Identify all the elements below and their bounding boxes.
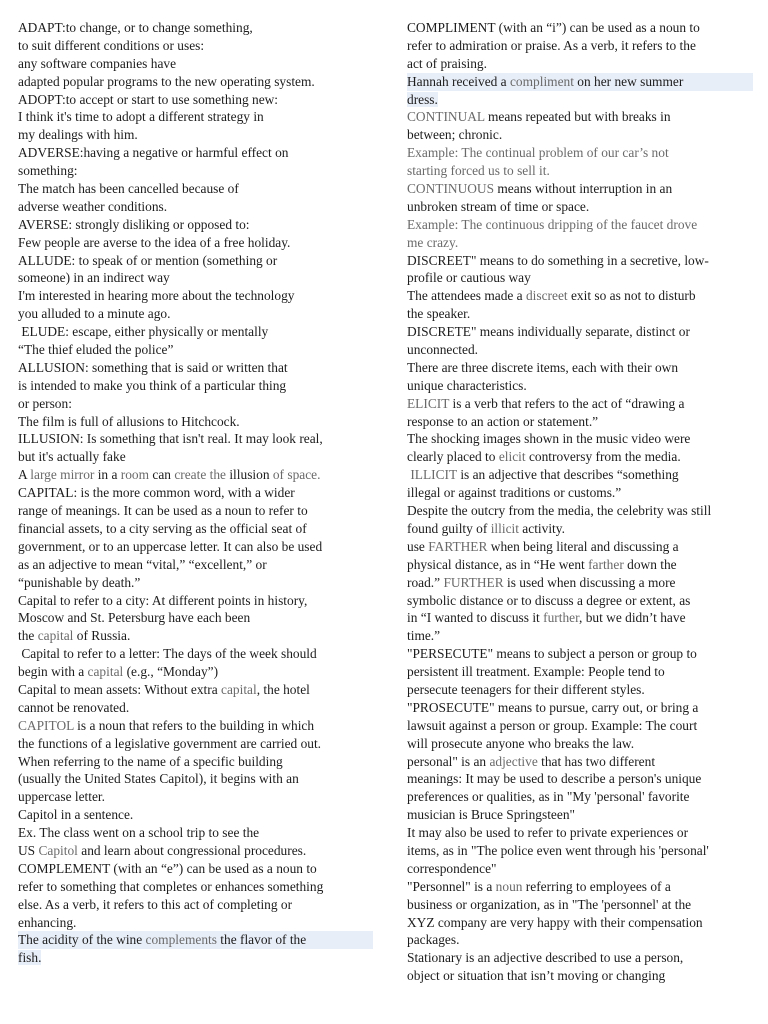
text-line [407,753,753,771]
text-line [407,108,753,126]
text-segment: illegal or against traditions or customs.” [407,485,622,501]
text-line [407,681,753,699]
text-segment: act of praising. [407,55,487,71]
text-line [18,305,373,323]
text-line [18,180,373,198]
text-segment: lawsuit against a person or group. Example: The court [407,717,698,733]
text-segment: adverse weather conditions. [18,198,168,214]
text-line [18,717,373,735]
text-segment: Stationary is an adjective described to use a person, [407,950,684,966]
text-line [407,305,753,323]
text-line [18,609,373,627]
text-segment: “punishable by death.” [18,574,141,590]
text-line [407,323,753,341]
text-segment: business or organization, as in "The 'personnel' at the [407,896,692,912]
text-segment: There are three discrete items, each with their own [407,359,679,375]
text-line [407,359,753,377]
text-line [407,735,753,753]
text-segment: I'm interested in hearing more about the technology [18,288,295,304]
text-segment: means repeated but with breaks in [484,109,671,125]
text-line [18,753,373,771]
text-line [18,663,373,681]
text-segment: in a [94,467,121,483]
text-segment: me crazy. [407,234,459,250]
text-segment: I think it's time to adopt a different strategy in [18,109,264,125]
text-line [18,126,373,144]
text-segment: referring to employees of a [522,878,671,894]
text-segment: road.” [407,574,444,590]
text-line [18,538,373,556]
text-segment: "Personnel" is a [407,878,496,894]
text-line [18,55,373,73]
text-segment: ADOPT:to accept or start to use something new: [18,91,279,107]
text-line [18,216,373,234]
text-segment: illicit [490,520,519,536]
text-segment: Capital to refer to a letter: The days of the week should [18,646,317,662]
text-segment: time.” [407,628,441,644]
text-segment: meanings: It may be used to describe a person's unique [407,771,702,787]
text-line [18,824,373,842]
text-segment: Ex. The class went on a school trip to see the [18,825,260,841]
text-segment: capital [87,664,124,680]
text-segment: is used when discussing a more [503,574,676,590]
text-segment: any software companies have [18,55,177,71]
text-segment: COMPLIMENT (with an “i”) can be used as a noun to [407,20,700,35]
text-segment: ELUDE: escape, either physically or mentally [18,324,269,340]
text-segment: CAPITAL: is the more common word, with a wider [18,485,295,501]
text-segment: , the hotel [256,681,310,697]
text-segment: but it's actually fake [18,449,126,465]
text-line [407,538,753,556]
text-segment: A [18,467,31,483]
text-segment: Capitol in a sentence. [18,807,134,823]
text-segment: further [543,610,580,626]
text-line [407,645,753,663]
text-segment: "PERSECUTE" means to subject a person or group to [407,646,697,662]
text-segment: on her new summer [573,73,684,89]
text-segment: Hannah received a [407,73,510,89]
text-segment: complements [145,932,217,948]
text-line [407,520,753,538]
text-segment: can [149,467,175,483]
text-segment: object or situation that isn’t moving or changing [407,968,666,984]
text-segment: clearly placed to [407,449,499,465]
text-line [407,663,753,681]
text-segment: compliment [509,73,574,89]
text-line [407,627,753,645]
text-line [407,341,753,359]
text-line [407,878,753,896]
text-line [407,699,753,717]
text-line [18,788,373,806]
text-segment: of space. [272,467,321,483]
text-segment: persecute teenagers for their different styles. [407,681,645,697]
text-line [407,395,753,413]
text-segment: something: [18,163,78,179]
text-segment: dress. [407,91,438,107]
text-segment: my dealings with him. [18,127,138,143]
text-segment: when being literal and discussing a [487,538,679,554]
text-line [18,359,373,377]
text-segment: refer to something that completes or enhances something [18,878,324,894]
text-line [18,377,373,395]
text-segment: range of meanings. It can be used as a noun to refer to [18,503,308,519]
text-segment: response to an action or statement.” [407,413,599,429]
text-line [18,108,373,126]
text-line [407,860,753,878]
text-segment: preferences or qualities, as in "My 'personal' favorite [407,789,690,805]
text-segment: FURTHER [443,574,504,590]
text-segment: someone) in an indirect way [18,270,170,286]
text-segment: to suit different conditions or uses: [18,37,205,53]
text-segment: CONTINUOUS [407,181,495,197]
text-segment: starting forced us to sell it. [407,163,550,179]
text-segment: (usually the United States Capitol), it begins with an [18,771,299,787]
text-line [407,269,753,287]
text-segment: , but we didn’t have [579,610,686,626]
text-line [18,162,373,180]
text-line [407,144,753,162]
text-segment: The shocking images shown in the music video were [407,431,691,447]
right-text-column [407,19,753,985]
text-segment: controversy from the media. [525,449,681,465]
text-segment: US [18,842,39,858]
text-segment: persistent ill treatment. Example: People tend to [407,664,665,680]
text-segment: create the [174,467,226,483]
text-segment: illusion [225,467,273,483]
text-line [407,896,753,914]
text-line [18,520,373,538]
text-line [407,37,753,55]
text-segment: ILLICIT [407,467,457,483]
text-segment: DISCRETE" means individually separate, distinct or [407,324,690,340]
text-segment: government, or to an uppercase letter. It can also be used [18,538,323,554]
text-segment: When referring to the name of a specific building [18,753,283,769]
text-line [18,144,373,162]
text-line [407,770,753,788]
text-segment: financial assets, to a city serving as the official seat of [18,520,307,536]
text-segment: will prosecute anyone who breaks the law. [407,735,635,751]
text-segment: Despite the outcry from the media, the celebrity was still [407,503,712,519]
text-line [18,448,373,466]
text-line [407,824,753,842]
left-text-column [18,19,373,967]
text-line [18,592,373,610]
text-line [407,234,753,252]
text-segment: Example: The continual problem of our car’s not [407,145,669,161]
text-segment: room [120,467,150,483]
text-segment: unique characteristics. [407,377,527,393]
text-line [407,430,753,448]
text-line [18,198,373,216]
text-segment: The match has been cancelled because of [18,181,239,197]
text-line [18,466,373,484]
text-segment: else. As a verb, it refers to this act of completing or [18,896,293,912]
text-segment: ILLUSION: Is something that isn't real. It may look real, [18,431,323,447]
text-line [18,645,373,663]
highlighted-example [407,92,438,107]
text-segment: down the [623,556,677,572]
text-segment: packages. [407,932,460,948]
text-segment: adjective [489,753,538,769]
text-line [407,448,753,466]
text-segment: Capital to mean assets: Without extra [18,681,222,697]
text-line [407,162,753,180]
text-segment: activity. [518,520,565,536]
text-segment: “The thief eluded the police” [18,342,174,358]
text-segment: ADAPT:to change, or to change something, [18,20,253,35]
text-segment: means without interruption in an [494,181,673,197]
text-line [18,735,373,753]
text-segment: CONTINUAL [407,109,485,125]
text-line [407,377,753,395]
text-line [18,395,373,413]
text-line [18,287,373,305]
text-segment: you alluded to a minute ago. [18,306,171,322]
text-segment: physical distance, as in “He went [407,556,589,572]
text-segment: symbolic distance or to discuss a degree or extent, as [407,592,691,608]
text-segment: (e.g., “Monday”) [123,664,219,680]
text-segment: COMPLEMENT (with an “e”) can be used as a noun to [18,860,317,876]
text-segment: profile or cautious way [407,270,531,286]
text-line [18,681,373,699]
text-line [18,502,373,520]
text-line [407,55,753,73]
text-line [407,967,753,985]
text-segment: begin with a [18,664,88,680]
text-segment: is a verb that refers to the act of “drawing a [449,395,685,411]
text-segment: Moscow and St. Petersburg have each been [18,610,251,626]
text-segment: elicit [498,449,526,465]
text-segment: ADVERSE:having a negative or harmful effect on [18,145,289,161]
text-segment: that has two different [537,753,656,769]
text-line [18,341,373,359]
text-segment: items, as in "The police even went through his 'personal' [407,842,709,858]
text-segment: as an adjective to mean “vital,” “excellent,” or [18,556,267,572]
text-segment: use [407,538,429,554]
text-segment: the flavor of the [216,932,307,948]
text-segment: in “I wanted to discuss it [407,610,544,626]
text-line [18,627,373,645]
text-line [18,413,373,431]
text-segment: DISCREET" means to do something in a secretive, low- [407,252,709,268]
text-segment: found guilty of [407,520,491,536]
text-line [18,842,373,860]
text-line [18,914,373,932]
highlighted-example [18,931,373,949]
text-line [407,502,753,520]
text-segment: correspondence" [407,860,497,876]
text-segment: uppercase letter. [18,789,105,805]
text-line [18,73,373,91]
text-segment: the speaker. [407,306,471,322]
text-line [18,269,373,287]
text-segment: ALLUDE: to speak of or mention (something or [18,252,278,268]
highlighted-example [18,950,41,965]
text-segment: musician is Bruce Springsteen" [407,807,575,823]
text-segment: is intended to make you think of a particular thing [18,377,287,393]
text-segment: ELICIT [407,395,450,411]
text-line [407,287,753,305]
text-segment: enhancing. [18,914,77,930]
text-segment: unconnected. [407,342,479,358]
text-line [407,806,753,824]
text-line [407,180,753,198]
text-line [407,842,753,860]
text-line [407,484,753,502]
text-line [18,323,373,341]
text-line [407,19,753,37]
text-line [18,556,373,574]
text-segment: "PROSECUTE" means to pursue, carry out, or bring a [407,699,699,715]
text-segment: ALLUSION: something that is said or written that [18,359,288,375]
text-line [18,430,373,448]
text-line [18,878,373,896]
text-segment: unbroken stream of time or space. [407,198,590,214]
text-line [18,896,373,914]
text-line [407,91,753,109]
text-segment: AVERSE: strongly disliking or opposed to: [18,216,250,232]
text-line [407,592,753,610]
text-line [18,574,373,592]
text-line [18,699,373,717]
text-segment: is a noun that refers to the building in which [73,717,315,733]
text-segment: Few people are averse to the idea of a free holiday. [18,234,291,250]
text-segment: It may also be used to refer to private experiences or [407,825,689,841]
text-segment: refer to admiration or praise. As a verb, it refers to the [407,37,696,53]
text-line [407,73,753,91]
text-segment: capital [37,628,74,644]
text-segment: CAPITOL [18,717,74,733]
text-line [407,949,753,967]
text-line [407,466,753,484]
text-line [407,216,753,234]
text-line [407,788,753,806]
text-segment: noun [495,878,523,894]
text-line [407,252,753,270]
text-segment: The acidity of the wine [18,932,146,948]
text-line [407,609,753,627]
text-segment: exit so as not to disturb [567,288,696,304]
text-line [18,37,373,55]
text-segment: cannot be renovated. [18,699,130,715]
text-line [407,717,753,735]
text-line [407,198,753,216]
text-line [18,19,373,37]
text-segment: the functions of a legislative government are carried out. [18,735,322,751]
text-segment: and learn about congressional procedures. [77,842,307,858]
text-line [18,949,373,967]
text-segment: FARTHER [428,538,488,554]
text-segment: between; chronic. [407,127,503,143]
text-segment: farther [588,556,624,572]
text-line [18,252,373,270]
text-line [407,914,753,932]
text-segment: adapted popular programs to the new operating system. [18,73,315,89]
text-segment: Example: The continuous dripping of the faucet drove [407,216,698,232]
text-line [18,931,373,949]
text-segment: Capital to refer to a city: At different points in history, [18,592,308,608]
text-segment: capital [221,681,257,697]
text-segment: the [18,628,38,644]
text-line [407,574,753,592]
text-line [18,770,373,788]
text-segment: The attendees made a [407,288,526,304]
text-line [407,556,753,574]
text-segment: XYZ company are very happy with their compensation [407,914,703,930]
text-segment: is an adjective that describes “something [456,467,679,483]
text-line [18,234,373,252]
text-line [18,484,373,502]
text-line [18,860,373,878]
text-line [407,126,753,144]
text-line [18,806,373,824]
text-segment: personal" is an [407,753,490,769]
text-segment: of Russia. [73,628,131,644]
text-segment: Capitol [38,842,78,858]
text-segment: fish. [18,950,42,966]
text-segment: The film is full of allusions to Hitchcock. [18,413,240,429]
text-line [18,91,373,109]
highlighted-example [407,73,753,91]
text-segment: discreet [525,288,568,304]
text-segment: or person: [18,395,72,411]
text-line [407,931,753,949]
text-line [407,413,753,431]
text-segment: large mirror [30,467,95,483]
